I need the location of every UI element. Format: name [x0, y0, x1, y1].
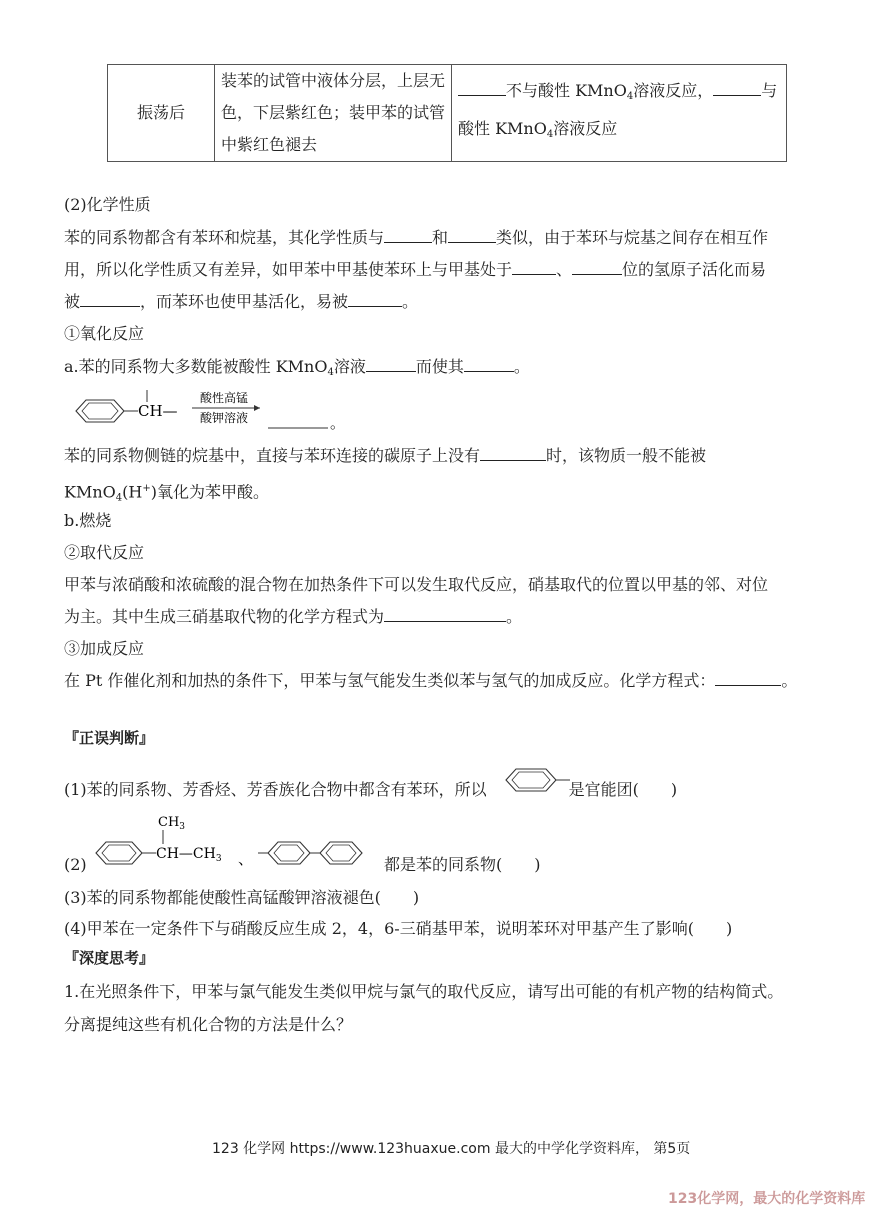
- paragraph-line: 在 Pt 作催化剂和加热的条件下，甲苯与氢气能发生类似苯与氢气的加成反应。化学方程式： 。: [64, 671, 798, 690]
- paragraph-line: 被 ，而苯环也使甲基活化，易被 。: [64, 292, 419, 311]
- judgement-item-2: (2): [64, 855, 87, 874]
- question-1-line-2: 分离提纯这些有机化合物的方法是什么？: [64, 1015, 353, 1034]
- table-cell-label: 振荡后: [108, 65, 215, 162]
- subsection-combustion: b.燃烧: [64, 511, 112, 530]
- isopropylbenzene-structure: [96, 815, 222, 864]
- biphenyl-structure: [258, 842, 362, 864]
- paragraph-line: 为主。其中生成三硝基取代物的化学方程式为 。: [64, 607, 523, 626]
- subsection-substitution: ②取代反应: [64, 543, 145, 562]
- section-title-deep-thinking: 『深度思考』: [64, 949, 155, 967]
- judgement-2-structures: [88, 808, 388, 878]
- paragraph-line: KMnO$_4$(H+)氧化为苯甲酸。: [64, 482, 269, 504]
- judgement-2-text: 都是苯的同系物( ): [384, 855, 541, 874]
- page-footer: 123 化学网 https://www.123huaxue.com 最大的中学化学资料库， 第5页: [212, 1141, 691, 1157]
- question-1-line-1: 1.在光照条件下，甲苯与氯气能发生类似甲烷与氯气的取代反应，请写出可能的有机产物的结构简式。: [64, 982, 784, 1001]
- section-title-judgement: 『正误判断』: [64, 729, 155, 747]
- paragraph-line: 苯的同系物都含有苯环和烷基，其化学性质与 和 类似，由于苯环与烷基之间存在相互作: [64, 228, 769, 247]
- subsection-oxidation: ①氧化反应: [64, 324, 145, 343]
- ch-group: CH—: [138, 402, 178, 420]
- observation-table: [107, 64, 787, 162]
- table-cell-observation: 装苯的试管中液体分层，上层无 色，下层紫红色；装甲苯的试管 中紫红色褪去: [215, 65, 452, 162]
- judgement-item-4: (4)甲苯在一定条件下与硝酸反应生成 2，4，6-三硝基甲苯，说明苯环对甲基产生了影响( ): [64, 919, 733, 938]
- paragraph-line: 用，所以化学性质又有差异，如甲苯中甲基使苯环上与甲基处于 、 位的氢原子活化而易: [64, 260, 767, 279]
- svg-text:CH—CH3: $CH—CH_3$: [156, 846, 222, 864]
- subsection-addition: ③加成反应: [64, 639, 145, 658]
- svg-text:。: 。: [330, 414, 346, 432]
- section-title-chemical-properties: (2)化学性质: [64, 195, 151, 214]
- judgement-item-3: (3)苯的同系物都能使酸性高锰酸钾溶液褪色( ): [64, 888, 420, 907]
- reagent-label-top: 酸性高锰: [200, 391, 249, 405]
- reagent-label-bottom: 酸钾溶液: [200, 411, 249, 425]
- table-cell-conclusion: 不与酸性 KMnO$_4$溶液反应， 与 酸性 KMnO$_4$溶液反应: [452, 65, 787, 162]
- judgement-item-1: (1)苯的同系物、芳香烃、芳香族化合物中都含有苯环，所以 是官能团( ): [64, 780, 678, 799]
- paragraph-line: a.苯的同系物大多数能被酸性 KMnO$_4$溶液 而使其 。: [64, 357, 530, 378]
- paragraph-line: 甲苯与浓硝酸和浓硫酸的混合物在加热条件下可以发生取代反应，硝基取代的位置以甲基的邻、对位: [64, 575, 769, 594]
- watermark: 123化学网，最大的化学资料库: [668, 1191, 866, 1207]
- oxidation-reaction-scheme: [64, 384, 364, 432]
- paragraph-line: 苯的同系物侧链的烷基中，直接与苯环连接的碳原子上没有 时，该物质一般不能被: [64, 446, 707, 465]
- benzene-ring-icon: [76, 390, 147, 422]
- phenyl-group-icon: [498, 762, 578, 798]
- svg-text:、: 、: [238, 850, 254, 868]
- svg-text:CH3: $CH_3$: [158, 815, 186, 832]
